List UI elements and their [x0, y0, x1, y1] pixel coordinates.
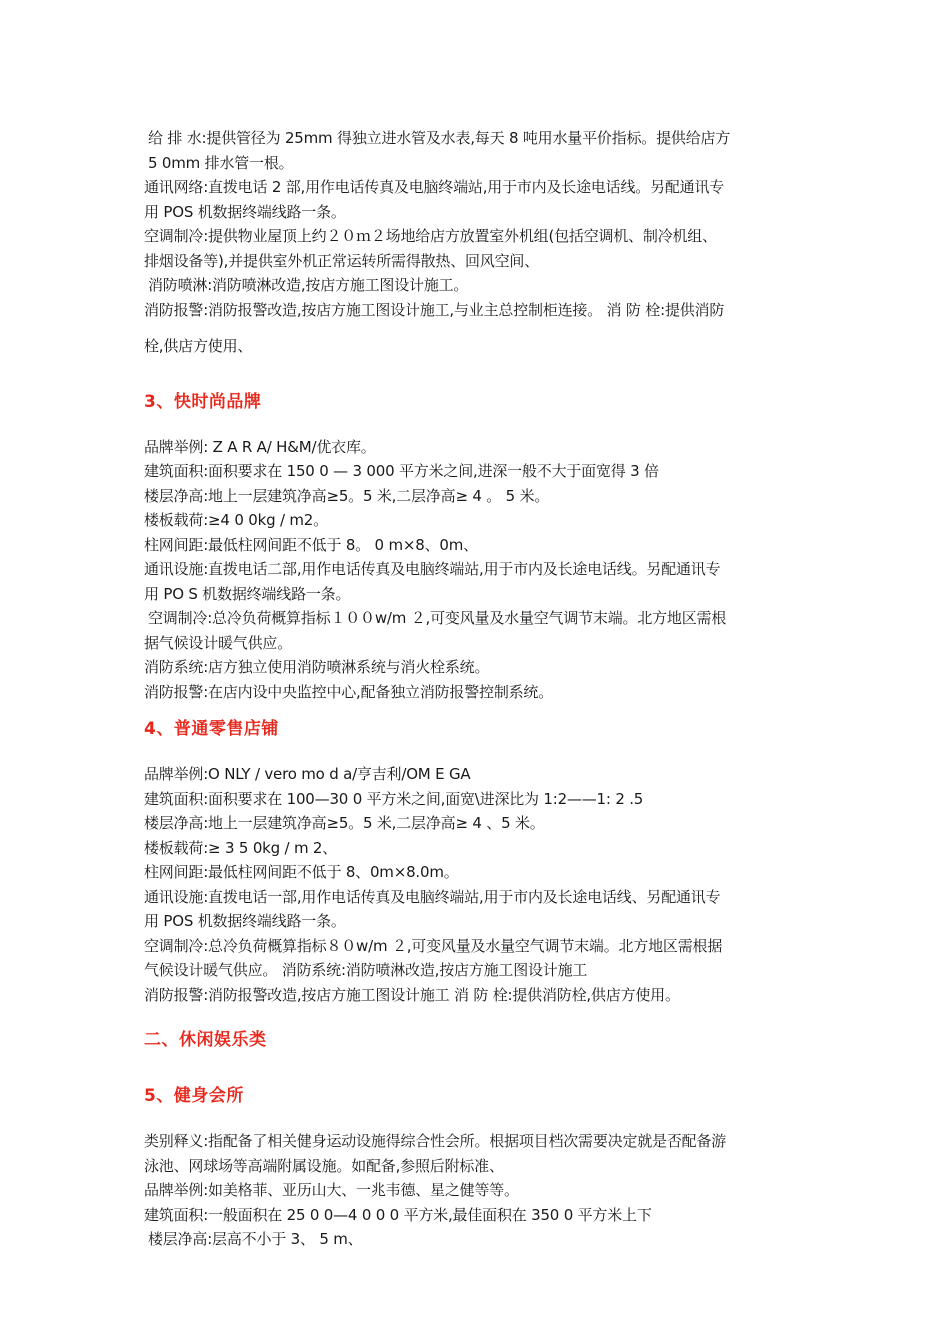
intro-line-drain: 5 0mm 排水管一根。 — [148, 153, 294, 172]
list-item: 泳池、网球场等高端附属设施。如配备,参照后附标准、 — [144, 1156, 504, 1175]
list-item: 空调制冷:总冷负荷概算指标１００w/m ２,可变风量及水量空气调节末端。北方地区需根 — [148, 609, 727, 627]
section-heading: 4、普通零售店铺 — [144, 719, 279, 739]
list-item: 通讯设施:直拨电话一部,用作电话传真及电脑终端站,用于市内及长途电话线、另配通讯专 — [144, 887, 721, 906]
list-item: 品牌举例:如美格菲、亚历山大、一兆韦德、星之健等等。 — [144, 1181, 519, 1199]
section-general-retail — [144, 716, 809, 1007]
list-item: 楼层净高:层高不小于 3、 5 m、 — [148, 1230, 363, 1248]
list-item: 用 PO S 机数据终端线路一条。 — [144, 584, 351, 603]
section-fitness-club — [144, 1083, 809, 1252]
section-fast-fashion — [144, 389, 809, 705]
list-item: 楼层净高:地上一层建筑净高≥5。5 米,二层净高≥ 4 、5 米。 — [144, 814, 545, 832]
intro-line-water: 给 排 水:提供管径为 25mm 得独立进水管及水表,每天 8 吨用水量平价指标。提供给店方 — [148, 129, 731, 147]
list-item: 建筑面积:一般面积在 25 0 0—4 0 0 0 平方米,最佳面积在 350 0 平方米上下 — [144, 1205, 652, 1224]
list-item: 用 POS 机数据终端线路一条。 — [144, 912, 346, 930]
section-heading: 5、健身会所 — [144, 1086, 244, 1106]
intro-line-hydrant: 栓,供店方使用、 — [144, 337, 253, 355]
list-item: 消防报警:消防报警改造,按店方施工图设计施工 消 防 栓:提供消防栓,供店方使用。 — [144, 985, 680, 1004]
intro-line-pos: 用 POS 机数据终端线路一条。 — [144, 202, 346, 221]
list-item: 空调制冷:总冷负荷概算指标８０w/m ２,可变风量及水量空气调节末端。北方地区需根据 — [144, 936, 723, 955]
list-item: 据气候设计暖气供应。 — [144, 633, 293, 652]
intro-line-sprinkler: 消防喷淋:消防喷淋改造,按店方施工图设计施工。 — [148, 276, 469, 294]
list-item: 建筑面积:面积要求在 150 0 — 3 000 平方米之间,进深一般不大于面宽得 3 倍 — [144, 462, 659, 480]
list-item: 通讯设施:直拨电话二部,用作电话传真及电脑终端站,用于市内及长途电话线。另配通讯专 — [144, 560, 721, 578]
intro-line-telecom: 通讯网络:直拨电话 2 部,用作电话传真及电脑终端站,用于市内及长途电话线。另配通讯专 — [144, 178, 725, 196]
list-item: 品牌举例: Z A R A/ H&M/优衣库。 — [144, 437, 376, 456]
section-heading: 3、快时尚品牌 — [144, 391, 262, 412]
list-item: 消防报警:在店内设中央监控中心,配备独立消防报警控制系统。 — [144, 682, 554, 701]
list-item: 建筑面积:面积要求在 100—30 0 平方米之间,面宽\进深比为 1:2——1: 2 .5 — [144, 789, 644, 808]
list-item: 楼板载荷:≥ 3 5 0kg / m 2、 — [144, 838, 338, 857]
intro-line-aircon: 空调制冷:提供物业屋顶上约２０ｍ２场地给店方放置室外机组(包括空调机、制冷机组、 — [144, 227, 717, 245]
list-item: 消防系统:店方独立使用消防喷淋系统与消火栓系统。 — [144, 658, 490, 676]
list-item: 楼板载荷:≥4 0 0kg / m2。 — [144, 511, 328, 529]
intro-line-exhaust: 排烟设备等),并提供室外机正常运转所需得散热、回风空间、 — [144, 251, 540, 270]
list-item: 品牌举例:O NLY / vero mo d a/亨吉利/OM E GA — [144, 765, 471, 783]
list-item: 气候设计暖气供应。 消防系统:消防喷淋改造,按店方施工图设计施工 — [144, 961, 588, 979]
list-item: 柱网间距:最低柱网间距不低于 8。 0 m×8、0m、 — [144, 535, 478, 554]
intro-block — [144, 126, 809, 359]
list-item: 柱网间距:最低柱网间距不低于 8、0m×8.0m。 — [144, 863, 459, 881]
list-item: 类别释义:指配备了相关健身运动设施得综合性会所。根据项目档次需要决定就是否配备游 — [144, 1132, 727, 1150]
intro-line-alarm: 消防报警:消防报警改造,按店方施工图设计施工,与业主总控制柜连接。 消 防 栓:提供消防 — [144, 300, 725, 319]
document-content — [144, 126, 809, 1252]
list-item: 楼层净高:地上一层建筑净高≥5。5 米,二层净高≥ 4 。 5 米。 — [144, 486, 550, 505]
category-heading-leisure: 二、休闲娱乐类 — [144, 1030, 267, 1050]
